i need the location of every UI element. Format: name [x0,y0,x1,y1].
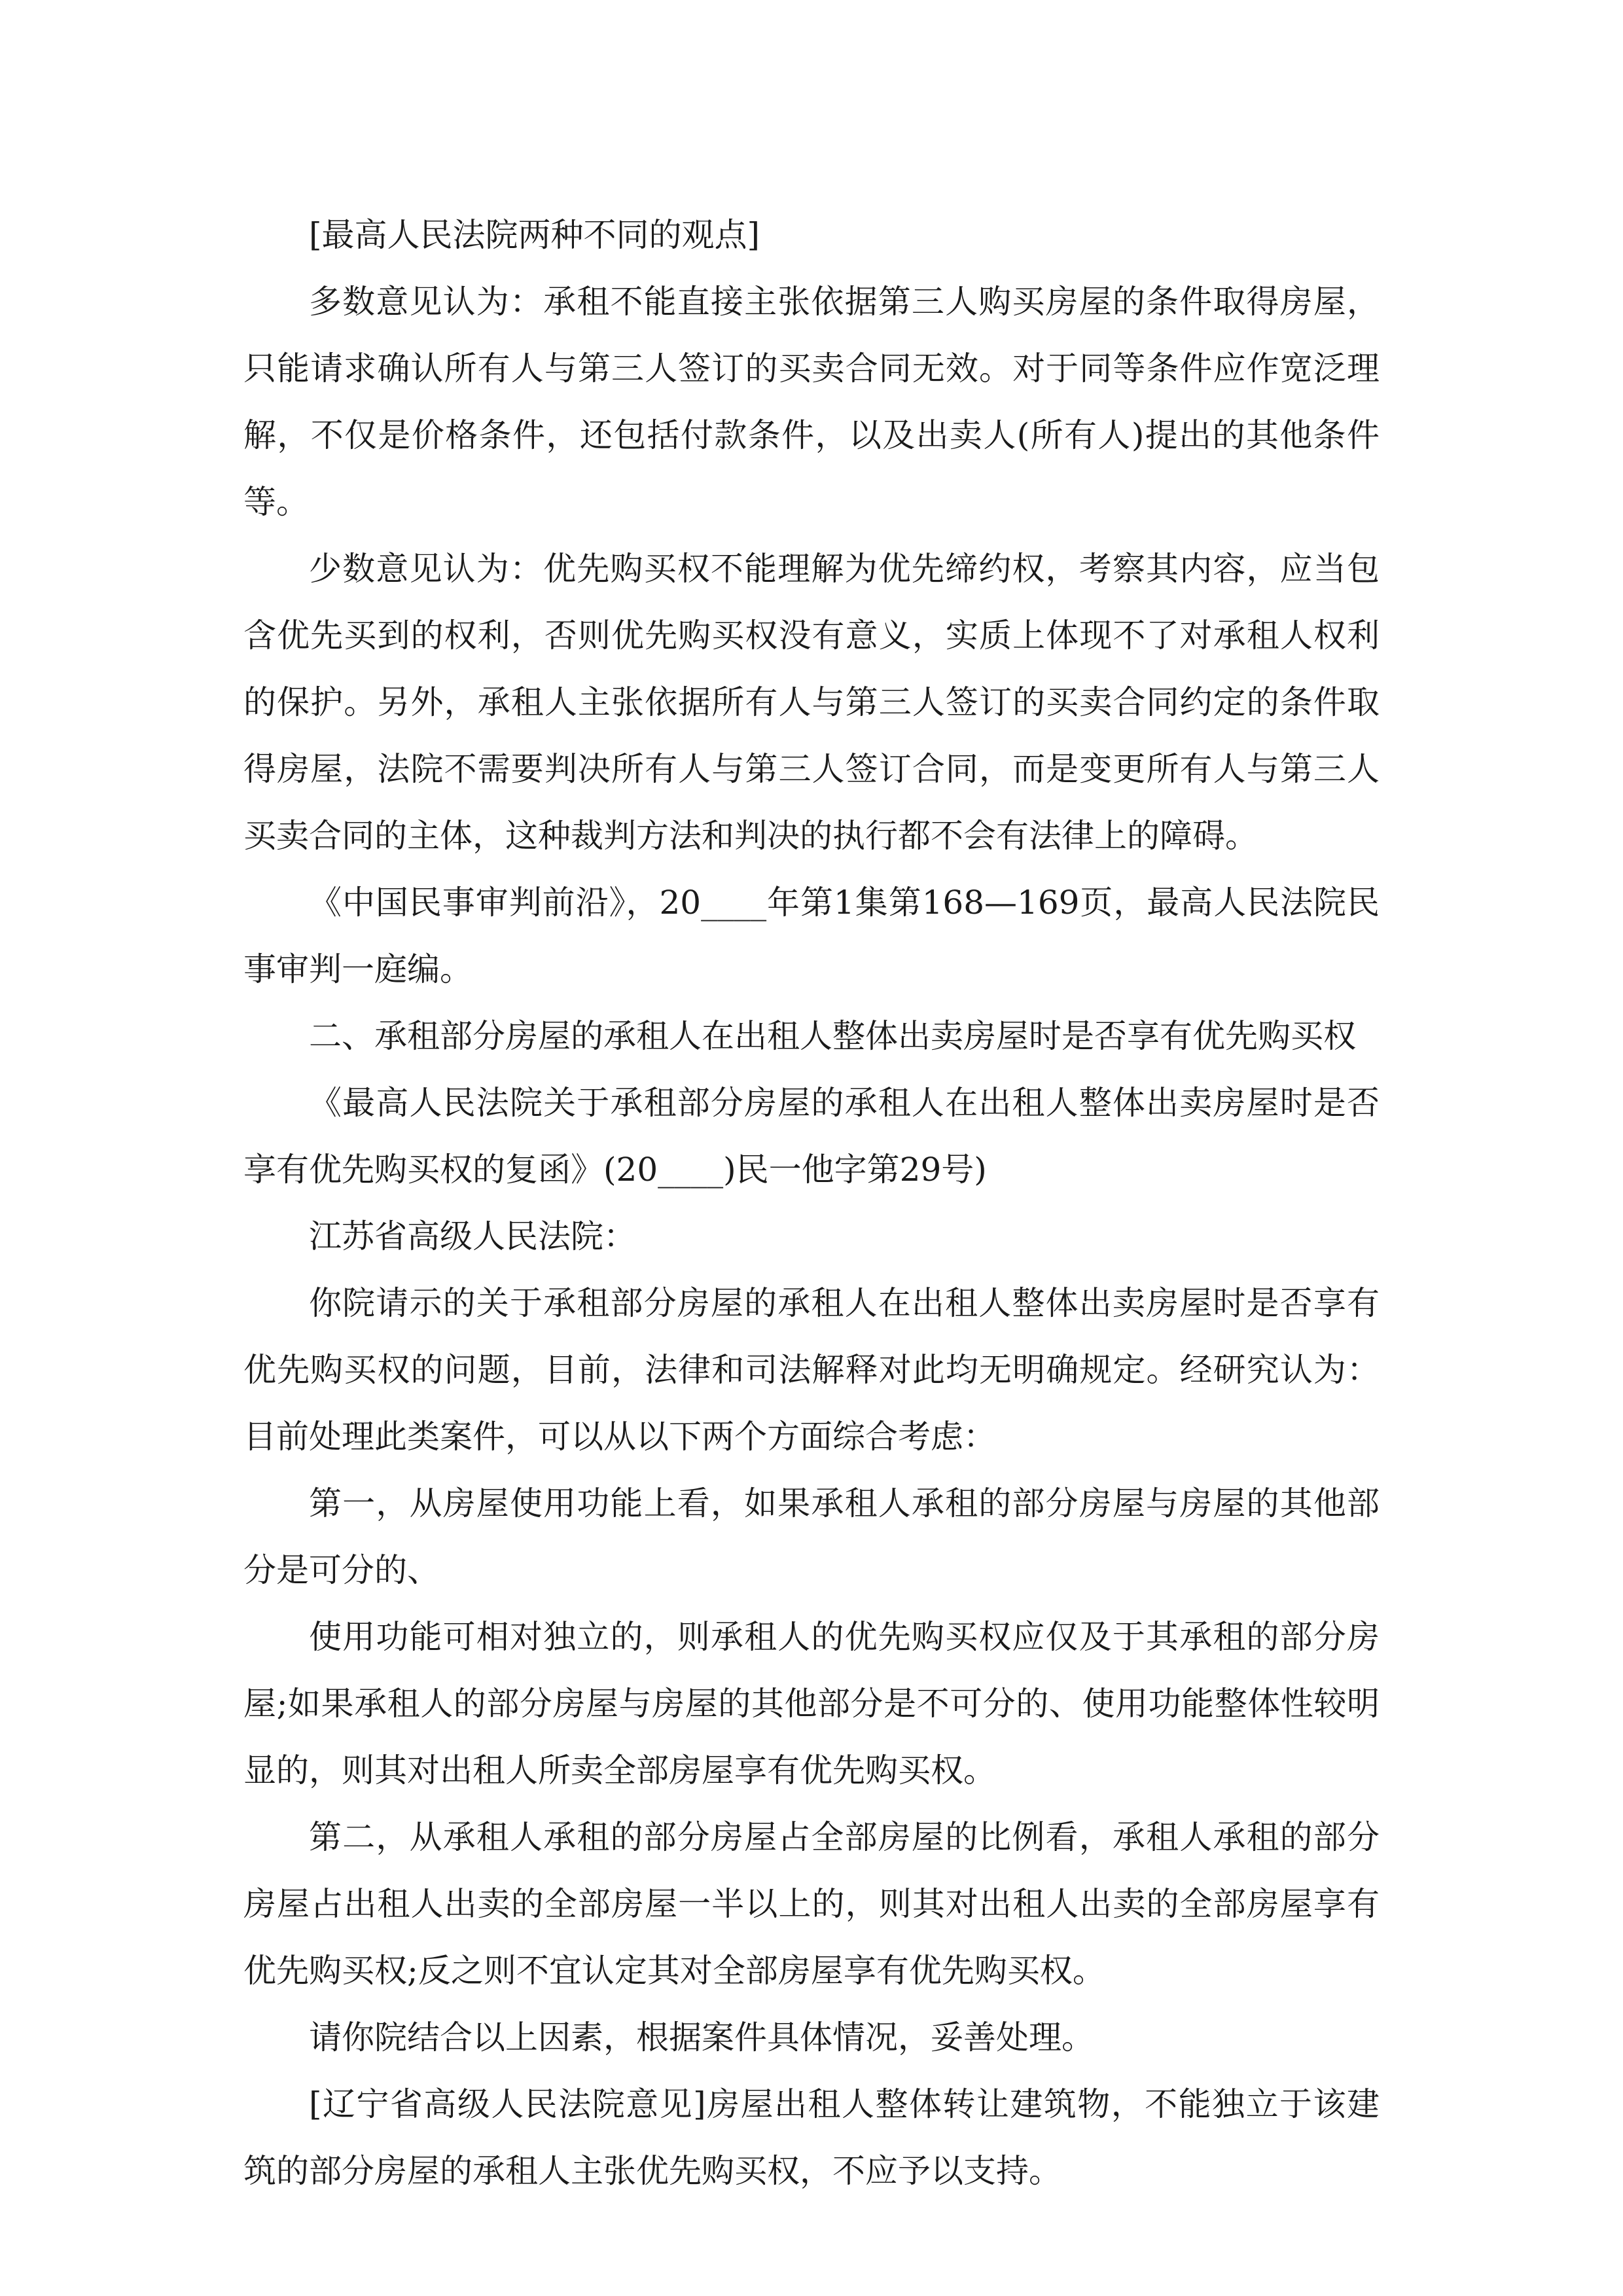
paragraph-second-point: 第二，从承租人承租的部分房屋占全部房屋的比例看，承租人承租的部分房屋占出租人出卖的全部房屋一半以上的，则其对出租人出卖的全部房屋享有优先购买权;反之则不宜认定其对全部房屋享有优先购买权。 [243,1818,1380,1990]
paragraph-first-point-continued: 使用功能可相对独立的，则承租人的优先购买权应仅及于其承租的部分房屋;如果承租人的部分房屋与房屋的其他部分是不可分的、使用功能整体性较明显的，则其对出租人所卖全部房屋享有优先购买权。 [243,1618,1380,1789]
paragraph-addressee: 江苏省高级人民法院： [309,1217,636,1255]
paragraph-liaoning-opinion: [辽宁省高级人民法院意见]房屋出租人整体转让建筑物，不能独立于该建筑的部分房屋的承租人主张优先购买权，不应予以支持。 [243,2085,1380,2190]
paragraph-first-point: 第一，从房屋使用功能上看，如果承租人承租的部分房屋与房屋的其他部分是可分的、 [243,1484,1380,1589]
paragraph-heading-supreme-court-views: [最高人民法院两种不同的观点] [309,216,760,254]
paragraph-closing-instruction: 请你院结合以上因素，根据案件具体情况，妥善处理。 [309,2018,1094,2056]
paragraph-section-two-heading: 二、承租部分房屋的承租人在出租人整体出卖房屋时是否享有优先购买权 [309,1017,1356,1055]
paragraph-source-citation: 《中国民事审判前沿》，20____年第1集第168—169页，最高人民法院民事审判一庭编。 [243,884,1380,988]
paragraph-request-summary: 你院请示的关于承租部分房屋的承租人在出租人整体出卖房屋时是否享有优先购买权的问题，目前，法律和司法解释对此均无明确规定。经研究认为：目前处理此类案件，可以从以下两个方面综合考虑： [243,1284,1380,1456]
paragraph-majority-opinion: 多数意见认为：承租不能直接主张依据第三人购买房屋的条件取得房屋，只能请求确认所有人与第三人签订的买卖合同无效。对于同等条件应作宽泛理解，不仅是价格条件，还包括付款条件，以及出卖人(所有人)提出的其他条件等。 [243,283,1380,521]
document-body [243,202,1380,2204]
paragraph-reply-title: 《最高人民法院关于承租部分房屋的承租人在出租人整体出卖房屋时是否享有优先购买权的复函》(20____)民一他字第29号) [243,1084,1380,1189]
paragraph-minority-opinion: 少数意见认为：优先购买权不能理解为优先缔约权，考察其内容，应当包含优先买到的权利，否则优先购买权没有意义，实质上体现不了对承租人权利的保护。另外，承租人主张依据所有人与第三人签订的买卖合同约定的条件取得房屋，法院不需要判决所有人与第三人签订合同，而是变更所有人与第三人买卖合同的主体，这种裁判方法和判决的执行都不会有法律上的障碍。 [243,550,1380,855]
